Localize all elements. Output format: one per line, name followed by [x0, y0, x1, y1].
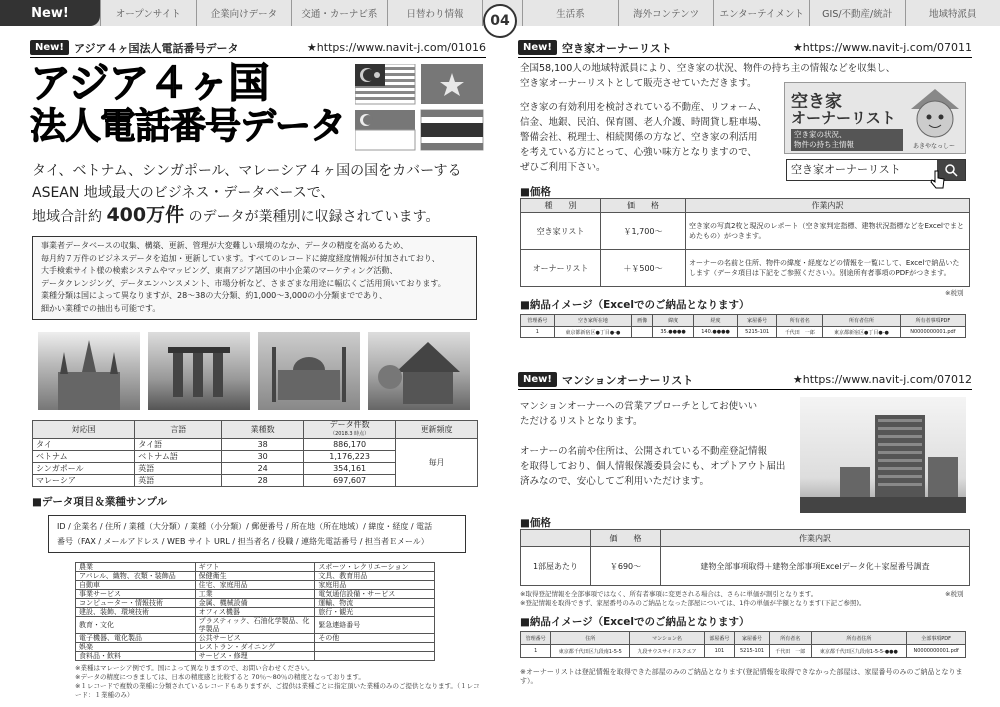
- data-items-line: 番号（FAX / メールアドレス / WEB サイト URL / 担当者名 / 役職 / 連絡先電話番号 / 担当者Ｅメール）: [57, 537, 429, 546]
- asia-description-box: [32, 236, 477, 320]
- category-row: [76, 652, 435, 661]
- asia-big-title-2: 法人電話番号データ: [30, 106, 346, 147]
- delivery-cell: 東京都千代田区九段南1-5-5-●●●: [811, 645, 907, 658]
- nav-tab[interactable]: 海外コンテンツ: [618, 0, 714, 26]
- category-row: [76, 643, 435, 652]
- delivery-cell: 1: [521, 327, 555, 338]
- mansion-title: マンションオーナーリスト: [561, 373, 694, 387]
- body-line: ぜひご利用下さい。: [520, 162, 606, 173]
- delivery-cell: N0000000001.pdf: [907, 645, 966, 658]
- akiya-delivery-title: ■納品イメージ（Excelでのご納品となります）: [520, 299, 750, 311]
- delivery-header: 家屋番号: [738, 315, 777, 327]
- nav-tab[interactable]: 地域特派員: [905, 0, 1000, 26]
- delivery-cell: 東京都新宿区●丁目●-●: [823, 327, 900, 338]
- logo-text: オーナーリスト: [791, 109, 896, 127]
- logo-subtext: [791, 129, 903, 151]
- new-badge: New!: [30, 40, 69, 55]
- category-cell: 事業サービス: [76, 590, 196, 599]
- cell: ￥690～: [591, 547, 661, 586]
- delivery-cell: 千代田 一郎: [769, 645, 811, 658]
- delivery-header: 緯度: [653, 315, 693, 327]
- body-line: 済みなので、安心してご利用いただけます。: [520, 476, 710, 487]
- thailand-temple-photo: [38, 332, 140, 410]
- delivery-cell: 140.●●●●: [693, 327, 737, 338]
- cell: ベトナム語: [135, 451, 222, 463]
- akiya-delivery-table: [520, 314, 966, 338]
- singapore-marina-photo: [148, 332, 250, 410]
- col-header-empty: [521, 530, 591, 547]
- mansion-price-title: ■価格: [520, 517, 551, 529]
- mansion-delivery-title: ■納品イメージ（Excelでのご納品となります）: [520, 616, 750, 628]
- logo-sub-line: 空き家の状況、: [794, 130, 847, 139]
- category-cell: 文具、教育用品: [315, 572, 435, 581]
- cell: 38: [222, 439, 304, 451]
- category-cell: アパレル、織物、衣類・装飾品: [76, 572, 196, 581]
- category-cell: 運輸、物流: [315, 599, 435, 608]
- table-row: [33, 439, 478, 451]
- new-badge: New!: [518, 372, 557, 387]
- country-table: [32, 420, 478, 487]
- delivery-cell: N0000000001.pdf: [900, 327, 965, 338]
- update-frequency-cell: 毎月: [396, 439, 478, 487]
- category-cell: プラスティック、石油化学製品、化学製品: [195, 617, 315, 634]
- col-header: 対応国: [33, 421, 135, 439]
- malaysia-flag-icon: [355, 64, 415, 104]
- delivery-header: 管理番号: [521, 315, 555, 327]
- nav-tab[interactable]: GIS/不動産/統計: [809, 0, 905, 26]
- category-row: [76, 617, 435, 634]
- asia-lead-3-pre: 地域合計約: [32, 209, 102, 225]
- cell: ベトナム: [33, 451, 135, 463]
- category-cell: 娯楽: [76, 643, 196, 652]
- note-line: ※データの精度につきましては、日本の精度感と比較すると 70％～80％の精度となっております。: [75, 673, 365, 681]
- category-cell: 住宅、家庭用品: [195, 581, 315, 590]
- tax-note: ※税別: [945, 289, 964, 297]
- col-header: 価 格: [601, 199, 686, 213]
- category-cell: サービス・修理: [195, 652, 315, 661]
- table-row: [521, 250, 970, 287]
- nav-tab[interactable]: 日替わり情報: [387, 0, 483, 26]
- data-count-subheader: （2018.3 時点）: [330, 431, 370, 437]
- delivery-header: 空き家所在地: [554, 315, 631, 327]
- delivery-header: 経度: [693, 315, 737, 327]
- intro-line: 空き家オーナーリストとして販売させていただきます。: [520, 78, 757, 89]
- delivery-header: 所有者住所: [811, 632, 907, 645]
- delivery-cell: [632, 327, 653, 338]
- cell: マレーシア: [33, 475, 135, 487]
- intro-line: 全国58,100人の地域特派員により、空き家の状況、物件の持ち主の情報などを収集し、: [520, 63, 896, 74]
- delivery-cell: 九段サウスサイドスクエア: [630, 645, 704, 658]
- body-line: [520, 429, 795, 444]
- mascot-name: あきやなっしー: [913, 143, 956, 150]
- desc-line: 細かい業種での抽出も可能です。: [41, 303, 161, 313]
- category-row: [76, 563, 435, 572]
- cell: 886,170: [304, 439, 396, 451]
- body-line: マンションオーナーへの営業アプローチとしてお使いい: [520, 401, 758, 412]
- category-cell: 食料品・飲料: [76, 652, 196, 661]
- akiya-body: [520, 100, 790, 175]
- akiya-price-table: [520, 198, 970, 287]
- cell: タイ: [33, 439, 135, 451]
- asia-lead-3-post: のデータが業種別に収録されています。: [188, 209, 440, 225]
- delivery-header: 所有者名: [777, 315, 823, 327]
- desc-line: 毎月約７万件のビジネスデータを追加・更新しています。すべてのレコードに緯度経度情報が付加されており、: [41, 253, 440, 263]
- table-row: [521, 213, 970, 250]
- nav-new-tab[interactable]: New!: [0, 0, 100, 26]
- cell: オーナーリスト: [521, 250, 601, 287]
- delivery-cell: 東京都千代田区九段南1-5-5: [551, 645, 630, 658]
- body-line: 空き家の有効利用を検討されている不動産、リフォーム、: [520, 102, 767, 113]
- mansion-footer-note: ※オーナーリストは登記情報を取得できた部屋のみのご納品となります(登記情報を取得できなかった部屋は、家屋番号のみのご納品となります）。: [520, 668, 963, 685]
- asia-lead-2: ASEAN 地域最大のビジネス・データベースで、: [32, 185, 335, 201]
- new-badge: New!: [518, 40, 557, 55]
- data-items-box: [48, 515, 466, 553]
- thailand-flag-icon: [421, 110, 483, 150]
- delivery-cell: 東京都新宿区●丁目●-●: [554, 327, 631, 338]
- category-row: [76, 590, 435, 599]
- category-cell: 教育・文化: [76, 617, 196, 634]
- col-header: 作業内訳: [686, 199, 970, 213]
- logo-text: 空き家: [791, 92, 842, 112]
- cell: 697,607: [304, 475, 396, 487]
- akiya-title: 空き家オーナーリスト: [561, 41, 672, 55]
- category-cell: 建設、装飾、環境技術: [76, 608, 196, 617]
- cell: 建物全部事項取得＋建物全部事項Excelデータ化＋家屋番号調査: [661, 547, 970, 586]
- delivery-header: 全部事項PDF: [907, 632, 966, 645]
- category-cell: レストラン・ダイニング: [195, 643, 315, 652]
- vietnam-flag-icon: [421, 64, 483, 104]
- search-input[interactable]: 空き家オーナーリスト: [791, 163, 901, 176]
- delivery-cell: 101: [704, 645, 734, 658]
- category-row: [76, 572, 435, 581]
- cell: ＋￥500～: [601, 250, 686, 287]
- body-line: を考えている方にとって、心強い味方となりますので、: [520, 147, 757, 158]
- delivery-header: マンション名: [630, 632, 704, 645]
- body-line: を取得しており、個人情報保護委員会にも、オプトアウト届出: [520, 461, 786, 472]
- logo-sub-line: 物件の持ち主情報: [794, 140, 854, 149]
- cell: 1部屋あたり: [521, 547, 591, 586]
- asia-lead-3: [32, 204, 461, 228]
- nav-tab[interactable]: 交通・カーナビ系: [291, 0, 387, 26]
- mansion-building-photo: [800, 397, 966, 513]
- category-cell: 保健衛生: [195, 572, 315, 581]
- desc-line: 業種分類は国によって異なりますが、28～38の大分類、約1,000～3,000の小分類までであり、: [41, 291, 388, 300]
- col-header: 作業内訳: [661, 530, 970, 547]
- category-row: [76, 608, 435, 617]
- asia-url-link[interactable]: ★https://www.navit-j.com/01016: [306, 41, 486, 54]
- col-header: [304, 421, 396, 439]
- akiya-url-link[interactable]: ★https://www.navit-j.com/07011: [792, 41, 972, 54]
- desc-line: 大手検索サイト様の検索システムやマッピング、東南アジア諸国の中小企業のマーケティング活動、: [41, 266, 398, 275]
- cell: 空き家の写真2枚と現況のレポート（空き家判定指標、建物状況指標などをExcelでまとめたもの）がつきます。: [686, 213, 970, 250]
- note-line: ※業種はマレーシア例です。国によって異なりますので、お問い合わせください。: [75, 664, 314, 672]
- delivery-cell: 5215-101: [738, 327, 777, 338]
- asia-lead-1: タイ、ベトナム、シンガポール、マレーシア４ヶ国の国をカバーする: [32, 163, 462, 179]
- category-cell: 金属、機械設備: [195, 599, 315, 608]
- asia-lead: [32, 160, 461, 228]
- singapore-flag-icon: [355, 110, 415, 150]
- delivery-cell: 35.●●●●: [653, 327, 693, 338]
- note-line: ※登記情報を取得できず、家屋番号のみのご納品となった部屋については、1件の単価が半額となります(下記ご参照)。: [520, 599, 866, 607]
- mansion-section-header: [518, 370, 972, 390]
- category-cell: [315, 643, 435, 652]
- delivery-header: 部屋番号: [704, 632, 734, 645]
- category-cell: [315, 652, 435, 661]
- delivery-header: 管理番号: [521, 632, 551, 645]
- data-items-line: ID / 企業名 / 住所 / 業種（大分類）/ 業種（小分類）/ 郵便番号 / 所在地（所在地域）/ 緯度・経度 / 電話: [57, 522, 433, 531]
- delivery-header: 所有者名: [769, 632, 811, 645]
- mansion-delivery-table: [520, 631, 966, 658]
- category-cell: 家庭用品: [315, 581, 435, 590]
- delivery-cell: 1: [521, 645, 551, 658]
- asia-notes: [75, 664, 485, 700]
- col-header: 種 別: [521, 199, 601, 213]
- note-line: ※１レコードで複数の業種に分類されているレコードもありますが、ご提供は業種ごとに指定頂いた業種のみのご提供となります。（１レコード：１業種のみ）: [75, 682, 480, 699]
- nav-tab[interactable]: オープンサイト: [100, 0, 196, 26]
- delivery-header: 所有者住所: [823, 315, 900, 327]
- col-header: 更新頻度: [396, 421, 478, 439]
- table-row: [521, 547, 970, 586]
- cell: タイ語: [135, 439, 222, 451]
- category-row: [76, 599, 435, 608]
- cell: ￥1,700～: [601, 213, 686, 250]
- category-cell: 電気通信設備・サービス: [315, 590, 435, 599]
- cell: 英語: [135, 475, 222, 487]
- cell: オーナーの名前と住所、物件の緯度・経度などの情報を一覧にして、Excelで納品いたします（データ項目は下記をご参照ください）。別途所有者事項のPDFがつきます。: [686, 250, 970, 287]
- asia-title: アジア４ヶ国法人電話番号データ: [73, 41, 239, 55]
- tax-note: ※税別: [945, 590, 964, 598]
- delivery-cell: 千代田 一郎: [777, 327, 823, 338]
- cell: 28: [222, 475, 304, 487]
- cell: 1,176,223: [304, 451, 396, 463]
- data-count-header: データ件数: [329, 420, 370, 429]
- category-table: [75, 562, 435, 661]
- akiya-logo: [784, 82, 966, 154]
- mansion-url-link[interactable]: ★https://www.navit-j.com/07012: [792, 373, 972, 386]
- category-cell: ギフト: [195, 563, 315, 572]
- mansion-body: [520, 399, 795, 489]
- mascot-house-icon: [909, 87, 961, 141]
- col-header: 価 格: [591, 530, 661, 547]
- category-row: [76, 634, 435, 643]
- category-cell: その他: [315, 634, 435, 643]
- category-cell: 自動車: [76, 581, 196, 590]
- category-cell: 電子機器、電化製品: [76, 634, 196, 643]
- cell: シンガポール: [33, 463, 135, 475]
- search-icon: [944, 163, 958, 177]
- body-line: オーナーの名前や住所は、公開されている不動産登記情報: [520, 446, 768, 457]
- delivery-header: 家屋番号: [735, 632, 770, 645]
- asia-section-header: [30, 38, 486, 58]
- country-flags: [355, 64, 485, 156]
- mansion-price-table: [520, 529, 970, 586]
- delivery-header: 住所: [551, 632, 630, 645]
- body-line: 信金、地銀、民泊、保育園、老人介護、時間貸し駐車場、: [520, 117, 768, 128]
- category-cell: スポーツ・レクリエーション: [315, 563, 435, 572]
- cursor-hand-icon: [930, 170, 946, 190]
- category-cell: 公共サービス: [195, 634, 315, 643]
- category-cell: オフィス機器: [195, 608, 315, 617]
- asia-lead-3-num: 400万件: [106, 204, 185, 226]
- category-cell: 工業: [195, 590, 315, 599]
- category-cell: 旅行・観光: [315, 608, 435, 617]
- malaysia-mosque-photo: [258, 332, 360, 410]
- asia-big-title-1: アジア４ヶ国: [30, 59, 269, 107]
- body-line: ただけるリストとなります。: [520, 416, 643, 427]
- col-header: 言語: [135, 421, 222, 439]
- body-line: 警備会社、税理士、相続関係の方など、空き家の利活用: [520, 132, 758, 143]
- cell: 354,161: [304, 463, 396, 475]
- delivery-header: 画像: [632, 315, 653, 327]
- nav-tab[interactable]: エンターテイメント: [713, 0, 809, 26]
- sample-title: ■データ項目＆業種サンプル: [32, 496, 167, 508]
- category-cell: 緊急連絡番号: [315, 617, 435, 634]
- cell: 30: [222, 451, 304, 463]
- akiya-section-header: [518, 38, 972, 58]
- mansion-price-notes: [520, 590, 940, 608]
- note-line: ※取得登記情報を全部事項ではなく、所有者事項に変更される場合は、さらに単価が割引となります。: [520, 590, 818, 598]
- cell: 空き家リスト: [521, 213, 601, 250]
- nav-tab[interactable]: 生活系: [522, 0, 618, 26]
- category-cell: 農業: [76, 563, 196, 572]
- cell: 英語: [135, 463, 222, 475]
- nav-tab[interactable]: 企業向けデータ: [196, 0, 292, 26]
- desc-line: データクレンジング、データエンハンスメント、市場分析など、さまざまな用途に幅広くご活用頂いております。: [41, 278, 446, 288]
- category-row: [76, 581, 435, 590]
- delivery-cell: 5215-101: [735, 645, 770, 658]
- page-number: 04: [483, 4, 517, 38]
- desc-line: 事業者データベースの収集、構築、更新、管理が大変難しい環境のなか、データの精度を高めるため、: [41, 241, 409, 250]
- category-cell: コンピューター・情報技術: [76, 599, 196, 608]
- cell: 24: [222, 463, 304, 475]
- delivery-header: 所有者事項PDF: [900, 315, 965, 327]
- vietnam-temple-photo: [368, 332, 470, 410]
- col-header: 業種数: [222, 421, 304, 439]
- akiya-price-title: ■価格: [520, 186, 551, 198]
